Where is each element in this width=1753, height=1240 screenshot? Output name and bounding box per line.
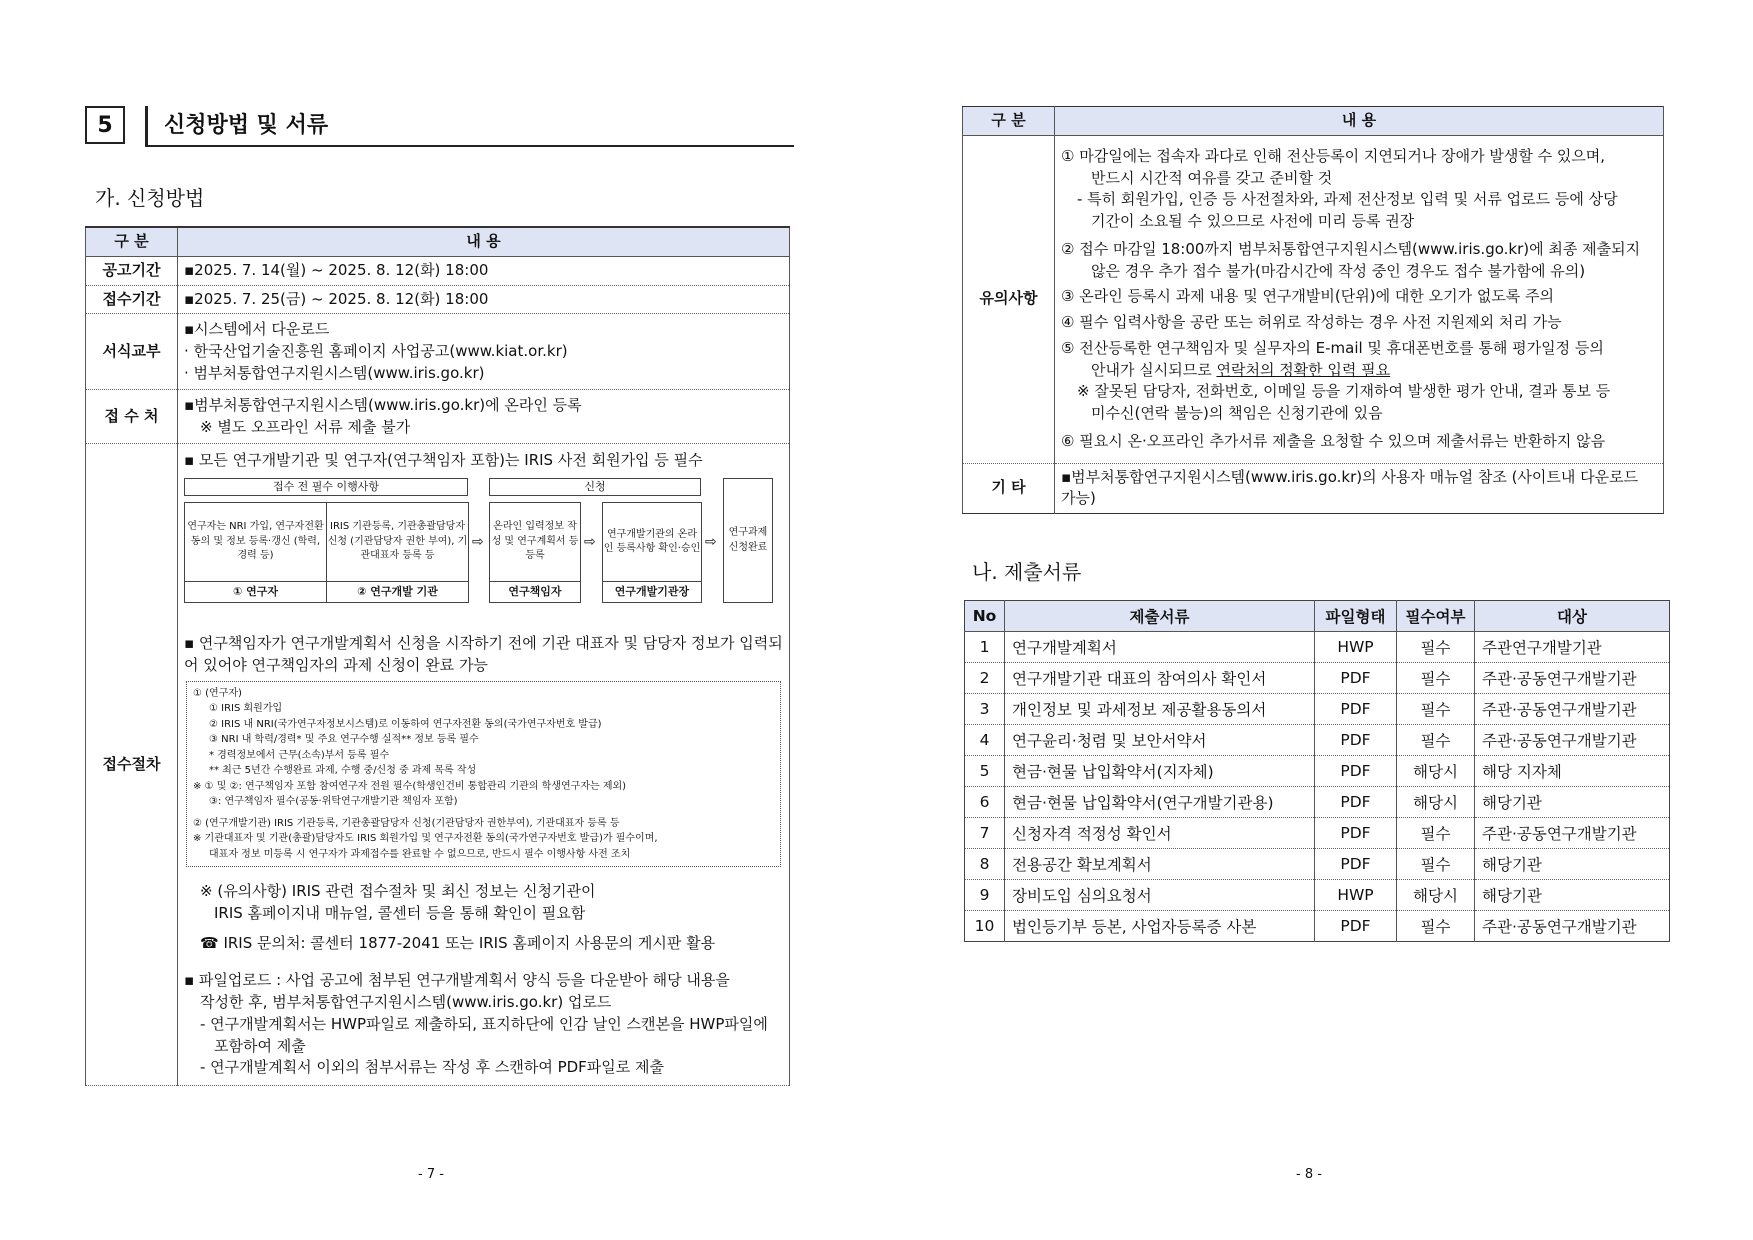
- cell-target: 주관·공동연구개발기관: [1475, 694, 1670, 725]
- cell-required: 필수: [1397, 818, 1475, 849]
- cell-no: 2: [979, 669, 990, 687]
- header-category: 구 분: [86, 227, 178, 256]
- note-line: ② IRIS 내 NRI(국가연구자정보시스템)로 이동하여 연구자전환 동의(국가연구자번호 발급): [209, 718, 602, 730]
- cell-target: 주관연구개발기관: [1475, 632, 1670, 663]
- procedure-phone: ☎ IRIS 문의처: 콜센터 1877-2041 또는 IRIS 홈페이지 사용문의 게시판 활용: [200, 933, 716, 952]
- header-document: 제출서류: [1005, 601, 1315, 632]
- label-forms: 서식교부: [86, 314, 178, 390]
- cell-no: 3: [979, 700, 990, 718]
- table-row: [965, 849, 1670, 880]
- flow-box-institution: IRIS 기관등록, 기관총괄담당자 신청 (기관담당자 권한 부여), 기관대표자 등록 등: [326, 502, 469, 582]
- cell-no: 8: [979, 855, 990, 873]
- procedure-upload-2: 작성한 후, 범부처통합연구지원시스템(www.iris.go.kr) 업로드: [200, 993, 612, 1011]
- note-line: ① IRIS 회원가입: [209, 703, 283, 714]
- row-procedure: [86, 444, 790, 1086]
- cell-file-type: PDF: [1315, 725, 1397, 756]
- flow-box-researcher: 연구자는 NRI 가입, 연구자전환 동의 및 정보 등록·갱신 (학력, 경력 등): [184, 502, 327, 582]
- cell-document: 장비도입 심의요청서: [1005, 880, 1315, 911]
- table-row: [965, 911, 1670, 942]
- table-row: [965, 818, 1670, 849]
- caution-5d: 미수신(연락 불능)의 책임은 신청기관에 있음: [1091, 404, 1383, 422]
- procedure-upload-4: 포함하여 제출: [214, 1036, 306, 1055]
- flow-arrow-3: ⇨: [705, 534, 717, 550]
- procedure-content: [178, 444, 790, 1086]
- caution-5a: ⑤ 전산등록한 연구책임자 및 실무자의 E-mail 및 휴대폰번호를 통해 평가일정 등의: [1061, 338, 1604, 357]
- cell-no: 5: [979, 762, 990, 780]
- note-line: ③: 연구책임자 필수(공동·위탁연구개발기관 책임자 포함): [209, 796, 458, 807]
- note-line: ※ ① 및 ②: 연구책임자 포함 참여연구자 전원 필수(학생인건비 통합관리 기관의 학생연구자는 제외): [193, 780, 627, 792]
- documents-table-body: [965, 632, 1670, 942]
- caution-2a: ② 접수 마감일 18:00까지 범부처통합연구지원시스템(www.iris.go.kr)에 최종 제출되지: [1061, 239, 1641, 258]
- caution-1a: ① 마감일에는 접속자 과다로 인해 전산등록이 지연되거나 장애가 발생할 수 있으며,: [1061, 146, 1606, 165]
- table-row: [965, 787, 1670, 818]
- cell-required: 필수: [1397, 663, 1475, 694]
- label-procedure: 접수절차: [86, 444, 178, 1086]
- cell-document: 전용공간 확보계획서: [1005, 849, 1315, 880]
- caution-1d: 기간이 소요될 수 있으므로 사전에 미리 등록 권장: [1091, 212, 1415, 230]
- procedure-line-2: ▪ 연구책임자가 연구개발계획서 신청을 시작하기 전에 기관 대표자 및 담당자 정보가 입력되어 있어야 연구책임자의 과제 신청이 완료 가능: [184, 634, 783, 674]
- cell-no: 7: [979, 824, 990, 842]
- table-header-row: [965, 601, 1670, 632]
- cell-required: 필수: [1397, 911, 1475, 942]
- cell-target: 해당기관: [1475, 880, 1670, 911]
- cell-required: 해당시: [1397, 880, 1475, 911]
- caution-5c: ※ 잘못된 담당자, 전화번호, 이메일 등을 기재하여 발생한 평가 안내, 결과 통보 등: [1077, 382, 1611, 401]
- cell-no: 9: [979, 886, 990, 904]
- cell-document: 연구개발기관 대표의 참여의사 확인서: [1005, 663, 1315, 694]
- cell-document: 현금·현물 납입확약서(지자체): [1005, 756, 1315, 787]
- row-announce: [86, 256, 790, 285]
- caution-2b: 않은 경우 추가 접수 불가(마감시간에 작성 중인 경우도 접수 불가함에 유의): [1091, 261, 1586, 280]
- flow-box-approval: 연구개발기관의 온라인 등록사항 확인·승인: [602, 502, 702, 582]
- procedure-flow-diagram: [184, 476, 774, 611]
- cell-document: 신청자격 적정성 확인서: [1005, 818, 1315, 849]
- note-line: ** 최근 5년간 수행완료 과제, 수행 중/신청 중 과제 목록 작성: [209, 765, 477, 776]
- table-row: [965, 725, 1670, 756]
- procedure-upload-5: - 연구개발계획서 이외의 첨부서류는 작성 후 스캔하여 PDF파일로 제출: [200, 1058, 665, 1077]
- cell-target: 주관·공동연구개발기관: [1475, 663, 1670, 694]
- procedure-line-1: ▪ 모든 연구개발기관 및 연구자(연구책임자 포함)는 IRIS 사전 회원가입 등 필수: [184, 451, 703, 470]
- cell-required: 해당시: [1397, 787, 1475, 818]
- note-line: ※ 기관대표자 및 기관(총괄)담당자도 IRIS 회원가입 및 연구자전환 동의(국가연구자번호 발급)가 필수이며,: [193, 833, 658, 844]
- note-line: ③ NRI 내 학력/경력* 및 주요 연구수행 실적** 정보 등록 필수: [209, 734, 479, 745]
- flow-box-online-input: 온라인 입력정보 작성 및 연구계획서 등 등록: [489, 502, 581, 582]
- cell-required: 필수: [1397, 849, 1475, 880]
- receipt-period: ▪2025. 7. 25(금) ~ 2025. 8. 12(화) 18:00: [178, 285, 790, 314]
- cell-target: 주관·공동연구개발기관: [1475, 818, 1670, 849]
- cell-target: 해당기관: [1475, 787, 1670, 818]
- office-line-1: ▪범부처통합연구지원시스템(www.iris.go.kr)에 온라인 등록: [184, 396, 582, 414]
- procedure-upload-1: ▪ 파일업로드 : 사업 공고에 첨부된 연구개발계획서 양식 등을 다운받아 해당 내용을: [184, 971, 730, 990]
- flow-label-head: 연구개발기관장: [602, 581, 702, 603]
- flow-head-apply: 신청: [489, 478, 701, 496]
- row-receipt: [86, 285, 790, 314]
- cell-required: 해당시: [1397, 756, 1475, 787]
- cell-document: 현금·현물 납입확약서(연구개발기관용): [1005, 787, 1315, 818]
- cell-file-type: HWP: [1315, 880, 1397, 911]
- header-category: 구 분: [963, 107, 1055, 136]
- cell-no: 6: [979, 793, 990, 811]
- caution-1c: - 특히 회원가입, 인증 등 사전절차와, 과제 전산정보 입력 및 서류 업로드 등에 상당: [1077, 190, 1618, 209]
- label-announce-period: 공고기간: [86, 256, 178, 285]
- label-caution: 유의사항: [963, 135, 1055, 463]
- forms-link-iris: · 범부처통합연구지원시스템(www.iris.go.kr): [184, 363, 485, 382]
- cell-document: 연구윤리·청렴 및 보안서약서: [1005, 725, 1315, 756]
- section-divider: [145, 106, 148, 146]
- row-office: [86, 390, 790, 444]
- documents-table: [964, 600, 1670, 942]
- caution-table: [962, 106, 1664, 514]
- caution-content: [1055, 135, 1664, 463]
- label-etc: 기 타: [963, 463, 1055, 514]
- caution-5b-underlined: 연락처의 정확한 입력 필요: [1216, 360, 1391, 379]
- note-line: * 경력정보에서 근무(소속)부서 등록 필수: [209, 749, 390, 761]
- forms-content: [178, 314, 790, 390]
- header-target: 대상: [1475, 601, 1670, 632]
- cell-file-type: PDF: [1315, 849, 1397, 880]
- cell-no: 10: [974, 917, 995, 935]
- page-number-right: - 8 -: [1296, 1167, 1322, 1182]
- flow-label-pi: 연구책임자: [489, 581, 581, 603]
- etc-content: ▪범부처통합연구지원시스템(www.iris.go.kr)의 사용자 매뉴얼 참조 (사이트내 다운로드 가능): [1061, 467, 1639, 508]
- section-title: 신청방법 및 서류: [164, 113, 329, 138]
- cell-required: 필수: [1397, 725, 1475, 756]
- caution-3: ③ 온라인 등록시 과제 내용 및 연구개발비(단위)에 대한 오기가 없도록 주의: [1061, 287, 1555, 306]
- cell-file-type: PDF: [1315, 787, 1397, 818]
- office-line-2: ※ 별도 오프라인 서류 제출 불가: [200, 417, 411, 436]
- cell-document: 법인등기부 등본, 사업자등록증 사본: [1005, 911, 1315, 942]
- application-method-table: [85, 226, 790, 1086]
- table-row: [965, 756, 1670, 787]
- cell-document: 개인정보 및 과세정보 제공활용동의서: [1005, 694, 1315, 725]
- cell-file-type: PDF: [1315, 663, 1397, 694]
- note-line: 대표자 정보 미등록 시 연구자가 과제접수를 완료할 수 없으므로, 반드시 필수 이행사항 사전 조치: [209, 848, 631, 860]
- cell-target: 주관·공동연구개발기관: [1475, 911, 1670, 942]
- procedure-note-box: [186, 681, 781, 868]
- office-content: [178, 390, 790, 444]
- flow-label-researcher: ① 연구자: [184, 581, 327, 603]
- cell-required: 필수: [1397, 632, 1475, 663]
- flow-head-pre: 접수 전 필수 이행사항: [184, 478, 468, 496]
- cell-required: 필수: [1397, 694, 1475, 725]
- table-row: [965, 663, 1670, 694]
- procedure-caution-2: IRIS 홈페이지내 매뉴얼, 콜센터 등을 통해 확인이 필요함: [214, 903, 586, 922]
- cell-file-type: PDF: [1315, 694, 1397, 725]
- row-etc: [963, 463, 1664, 514]
- note-line: ② (연구개발기관) IRIS 기관등록, 기관총괄담당자 신청(기관담당자 권한부여), 기관대표자 등록 등: [193, 817, 620, 829]
- caution-6: ⑥ 필요시 온·오프라인 추가서류 제출을 요청할 수 있으며 제출서류는 반환하지 않음: [1061, 431, 1606, 450]
- subtitle-application-method: 가. 신청방법: [95, 186, 205, 210]
- header-content: 내 용: [1055, 107, 1664, 136]
- table-row: [965, 880, 1670, 911]
- cell-file-type: HWP: [1315, 632, 1397, 663]
- cell-target: 해당기관: [1475, 849, 1670, 880]
- row-forms: [86, 314, 790, 390]
- announce-period: ▪2025. 7. 14(월) ~ 2025. 8. 12(화) 18:00: [178, 256, 790, 285]
- section-underline: [145, 145, 794, 147]
- caution-5b: [1061, 360, 1657, 382]
- forms-line-1: ▪시스템에서 다운로드: [184, 320, 330, 339]
- cell-target: 해당 지자체: [1475, 756, 1670, 787]
- flow-box-complete: 연구과제 신청완료: [723, 478, 773, 603]
- forms-link-kiat: · 한국산업기술진흥원 홈페이지 사업공고(www.kiat.or.kr): [184, 341, 568, 360]
- table-row: [965, 694, 1670, 725]
- row-caution: [963, 135, 1664, 463]
- header-required: 필수여부: [1397, 601, 1475, 632]
- caution-5b-text: 안내가 실시되므로: [1091, 360, 1217, 379]
- header-no: No: [972, 607, 997, 625]
- flow-arrow-2: ⇨: [584, 534, 596, 550]
- cell-file-type: PDF: [1315, 818, 1397, 849]
- table-header-row: [86, 227, 790, 256]
- header-content: 내 용: [178, 227, 790, 256]
- cell-file-type: PDF: [1315, 756, 1397, 787]
- caution-1b: 반드시 시간적 여유를 갖고 준비할 것: [1091, 168, 1333, 187]
- label-receipt-period: 접수기간: [86, 285, 178, 314]
- table-row: [965, 632, 1670, 663]
- procedure-caution-1: ※ (유의사항) IRIS 관련 접수절차 및 최신 정보는 신청기관이: [200, 882, 596, 900]
- procedure-upload-3: - 연구개발계획서는 HWP파일로 제출하되, 표지하단에 인감 날인 스캔본을 HWP파일에: [200, 1014, 768, 1033]
- note-line: ① (연구자): [193, 687, 242, 699]
- cell-no: 1: [979, 638, 990, 656]
- subtitle-documents: 나. 제출서류: [972, 560, 1082, 584]
- cell-document: 연구개발계획서: [1005, 632, 1315, 663]
- cell-target: 주관·공동연구개발기관: [1475, 725, 1670, 756]
- cell-no: 4: [979, 731, 990, 749]
- flow-label-institution: ② 연구개발 기관: [326, 581, 469, 603]
- table-header-row: [963, 107, 1664, 136]
- cell-file-type: PDF: [1315, 911, 1397, 942]
- flow-arrow-1: ⇨: [472, 534, 484, 550]
- caution-4: ④ 필수 입력사항을 공란 또는 허위로 작성하는 경우 사전 지원제외 처리 가능: [1061, 313, 1562, 331]
- label-office: 접 수 처: [86, 390, 178, 444]
- section-number: 5: [85, 106, 125, 144]
- header-file-type: 파일형태: [1315, 601, 1397, 632]
- page-number-left: - 7 -: [418, 1167, 444, 1182]
